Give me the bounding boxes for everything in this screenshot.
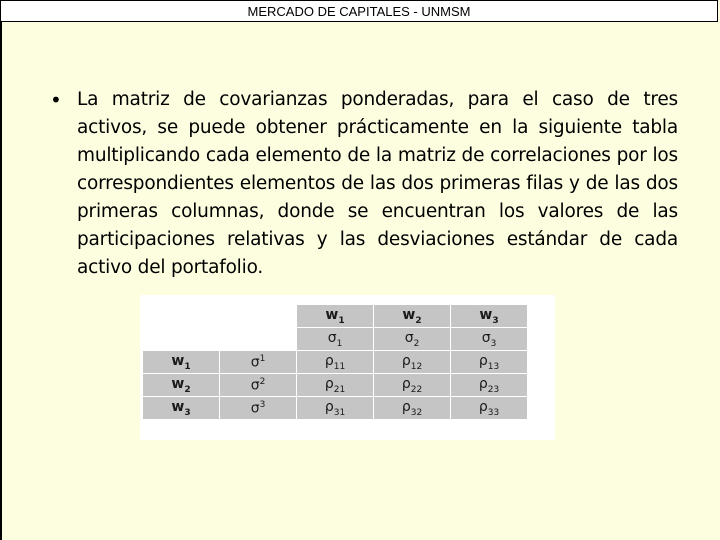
- header-weight-2: $w_2$: [374, 305, 451, 328]
- empty-cell: [220, 328, 297, 351]
- row-sigma-3: $\sigma^3$: [220, 397, 297, 420]
- empty-cell: [220, 305, 297, 328]
- header-sigma-3: $\sigma_3$: [451, 328, 528, 351]
- left-border-line: [0, 22, 2, 540]
- table-row: [143, 351, 528, 374]
- rho-cell-21: $\rho_{21}$: [297, 374, 374, 397]
- paragraph-text: La matriz de covarianzas ponderadas, para el caso de tres activos, se puede obtener prácticamente en la siguiente tabla multiplicando cada elemento de la matriz de correlaciones por los correspondientes elementos de las dos primeras filas y de las dos primeras columnas, donde se encuentran los valores de las participaciones relativas y las desviaciones estándar de cada activo del portafolio.: [77, 89, 678, 278]
- rho-cell-13: $\rho_{13}$: [451, 351, 528, 374]
- row-weight-1: $w_1$: [143, 351, 220, 374]
- correlation-table: [142, 304, 528, 420]
- header-weight-1: $w_1$: [297, 305, 374, 328]
- table-row: [143, 328, 528, 351]
- empty-cell: [143, 305, 220, 328]
- header-sigma-2: $\sigma_2$: [374, 328, 451, 351]
- bullet-icon: •: [50, 88, 62, 112]
- table-row: [143, 374, 528, 397]
- table-row: [143, 397, 528, 420]
- row-sigma-1: $\sigma^1$: [220, 351, 297, 374]
- rho-cell-11: $\rho_{11}$: [297, 351, 374, 374]
- rho-cell-22: $\rho_{22}$: [374, 374, 451, 397]
- header-title: MERCADO DE CAPITALES - UNMSM: [247, 3, 471, 19]
- rho-cell-33: $\rho_{33}$: [451, 397, 528, 420]
- header-sigma-1: $\sigma_1$: [297, 328, 374, 351]
- rho-cell-32: $\rho_{32}$: [374, 397, 451, 420]
- table-image: [140, 295, 555, 440]
- slide-header: [0, 0, 718, 22]
- rho-cell-31: $\rho_{31}$: [297, 397, 374, 420]
- row-weight-2: $w_2$: [143, 374, 220, 397]
- empty-cell: [143, 328, 220, 351]
- table-row: [143, 305, 528, 328]
- row-sigma-2: $\sigma^2$: [220, 374, 297, 397]
- bullet-paragraph: [50, 86, 678, 282]
- row-weight-3: $w_3$: [143, 397, 220, 420]
- header-weight-3: $w_3$: [451, 305, 528, 328]
- rho-cell-12: $\rho_{12}$: [374, 351, 451, 374]
- rho-cell-23: $\rho_{23}$: [451, 374, 528, 397]
